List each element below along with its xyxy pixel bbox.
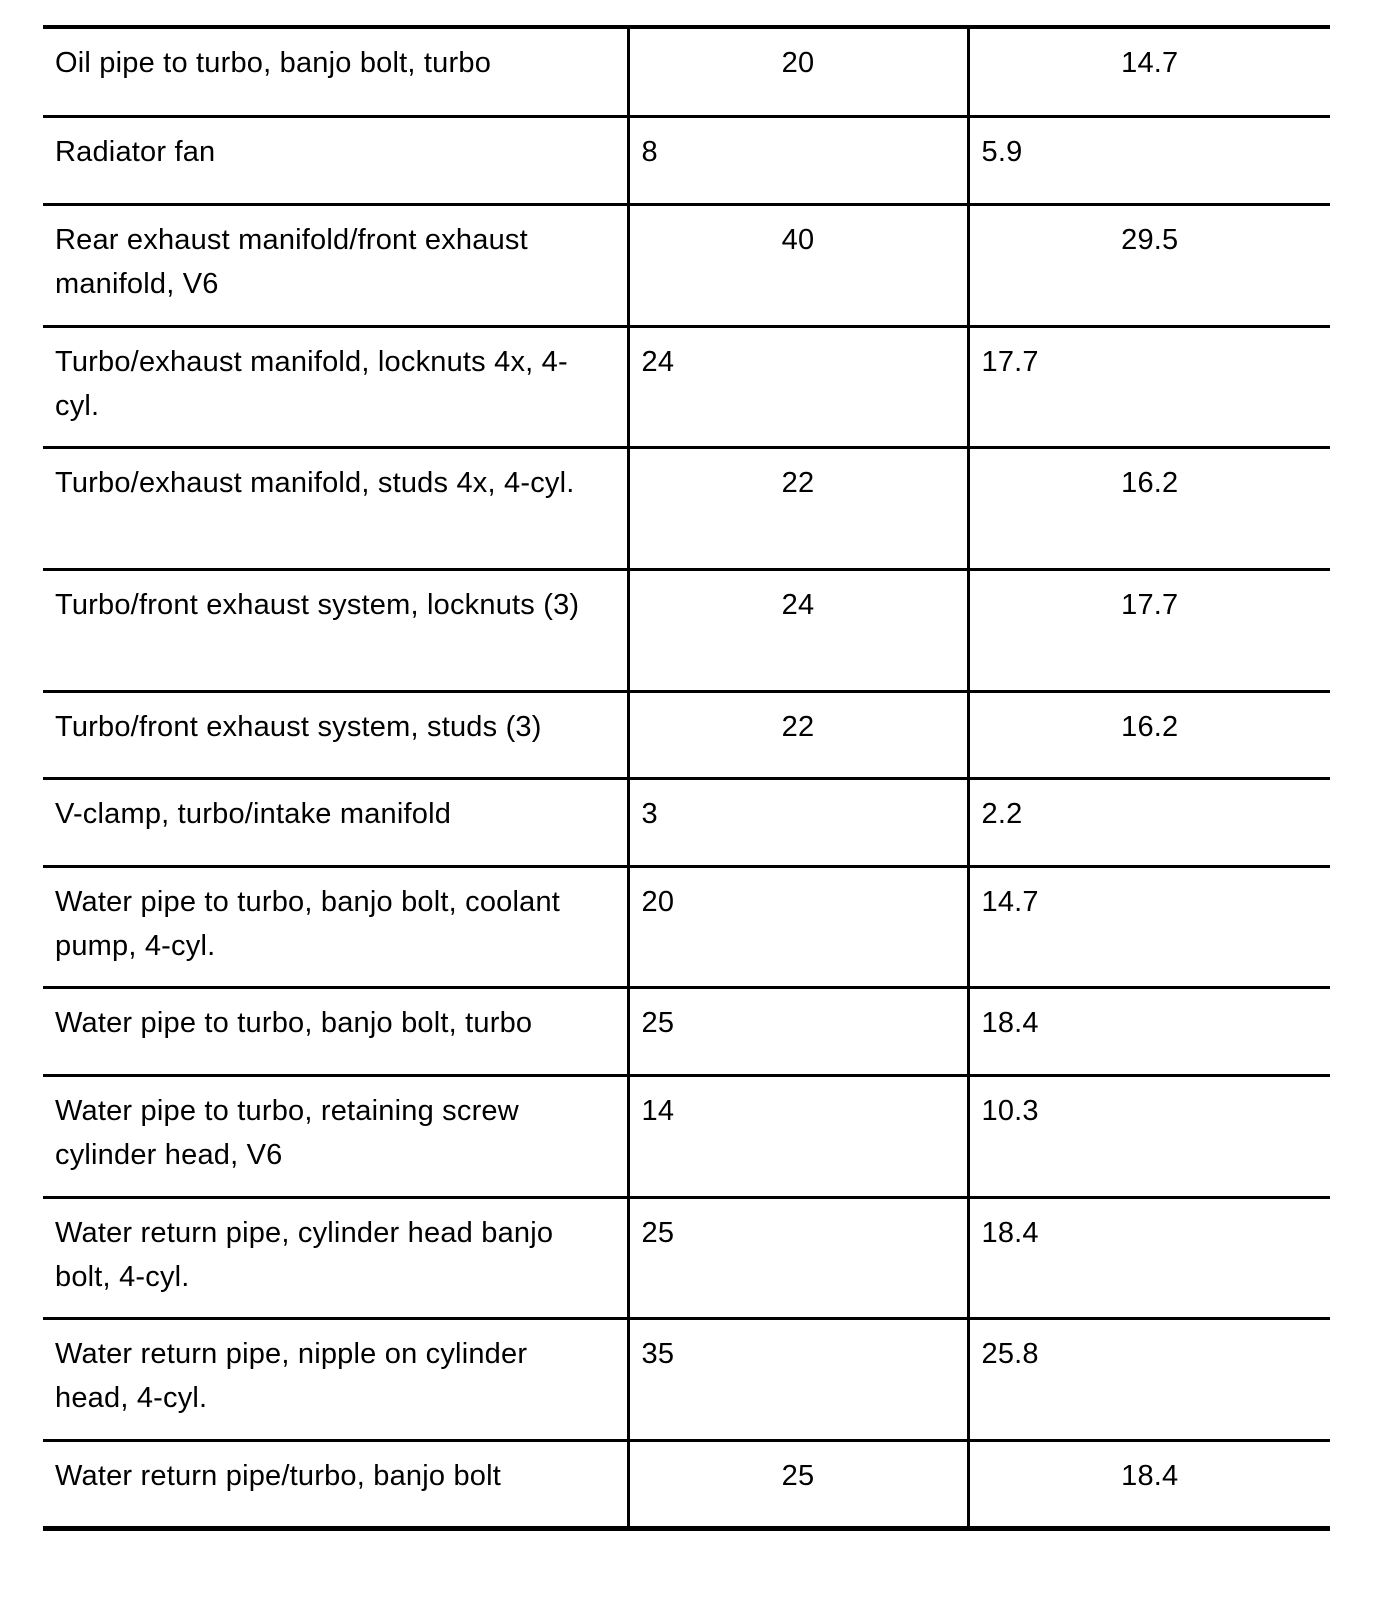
torque-nm-cell: 35	[628, 1318, 968, 1440]
table-row	[43, 778, 1330, 866]
description-cell: Oil pipe to turbo, banjo bolt, turbo	[43, 27, 628, 116]
torque-nm-cell: 25	[628, 1197, 968, 1318]
description-cell: Water pipe to turbo, retaining screw cylinder head, V6	[43, 1075, 628, 1197]
table-row	[43, 1197, 1330, 1318]
torque-ftlb-cell: 17.7	[968, 569, 1330, 691]
description-cell: Turbo/front exhaust system, locknuts (3)	[43, 569, 628, 691]
torque-ftlb-cell: 10.3	[968, 1075, 1330, 1197]
torque-nm-cell: 22	[628, 691, 968, 778]
torque-nm-cell: 24	[628, 326, 968, 447]
torque-ftlb-cell: 14.7	[968, 866, 1330, 987]
torque-nm-cell: 8	[628, 116, 968, 204]
torque-ftlb-cell: 5.9	[968, 116, 1330, 204]
table-row	[43, 866, 1330, 987]
torque-ftlb-cell: 14.7	[968, 27, 1330, 116]
torque-ftlb-cell: 18.4	[968, 987, 1330, 1075]
description-cell: Rear exhaust manifold/front exhaust manifold, V6	[43, 204, 628, 326]
description-cell: Water return pipe, cylinder head banjo bolt, 4-cyl.	[43, 1197, 628, 1318]
torque-nm-cell: 25	[628, 987, 968, 1075]
torque-nm-cell: 40	[628, 204, 968, 326]
torque-spec-table	[43, 25, 1330, 1531]
description-cell: Turbo/front exhaust system, studs (3)	[43, 691, 628, 778]
torque-ftlb-cell: 18.4	[968, 1440, 1330, 1528]
table-row	[43, 326, 1330, 447]
torque-nm-cell: 25	[628, 1440, 968, 1528]
torque-nm-cell: 22	[628, 447, 968, 569]
description-cell: Water pipe to turbo, banjo bolt, coolant pump, 4-cyl.	[43, 866, 628, 987]
table-row	[43, 1440, 1330, 1528]
table-row	[43, 116, 1330, 204]
description-cell: Water return pipe/turbo, banjo bolt	[43, 1440, 628, 1528]
table-body	[43, 27, 1330, 1528]
table-row	[43, 1075, 1330, 1197]
table-row	[43, 691, 1330, 778]
description-cell: Water pipe to turbo, banjo bolt, turbo	[43, 987, 628, 1075]
table-row	[43, 987, 1330, 1075]
torque-ftlb-cell: 17.7	[968, 326, 1330, 447]
torque-nm-cell: 14	[628, 1075, 968, 1197]
torque-ftlb-cell: 18.4	[968, 1197, 1330, 1318]
torque-nm-cell: 24	[628, 569, 968, 691]
torque-ftlb-cell: 16.2	[968, 691, 1330, 778]
torque-nm-cell: 20	[628, 27, 968, 116]
torque-ftlb-cell: 2.2	[968, 778, 1330, 866]
description-cell: V-clamp, turbo/intake manifold	[43, 778, 628, 866]
torque-ftlb-cell: 25.8	[968, 1318, 1330, 1440]
torque-nm-cell: 3	[628, 778, 968, 866]
table-row	[43, 27, 1330, 116]
torque-ftlb-cell: 16.2	[968, 447, 1330, 569]
table-row	[43, 1318, 1330, 1440]
description-cell: Turbo/exhaust manifold, studs 4x, 4-cyl.	[43, 447, 628, 569]
torque-ftlb-cell: 29.5	[968, 204, 1330, 326]
description-cell: Radiator fan	[43, 116, 628, 204]
torque-nm-cell: 20	[628, 866, 968, 987]
table-row	[43, 569, 1330, 691]
table-row	[43, 447, 1330, 569]
description-cell: Turbo/exhaust manifold, locknuts 4x, 4-cyl.	[43, 326, 628, 447]
table-row	[43, 204, 1330, 326]
description-cell: Water return pipe, nipple on cylinder head, 4-cyl.	[43, 1318, 628, 1440]
